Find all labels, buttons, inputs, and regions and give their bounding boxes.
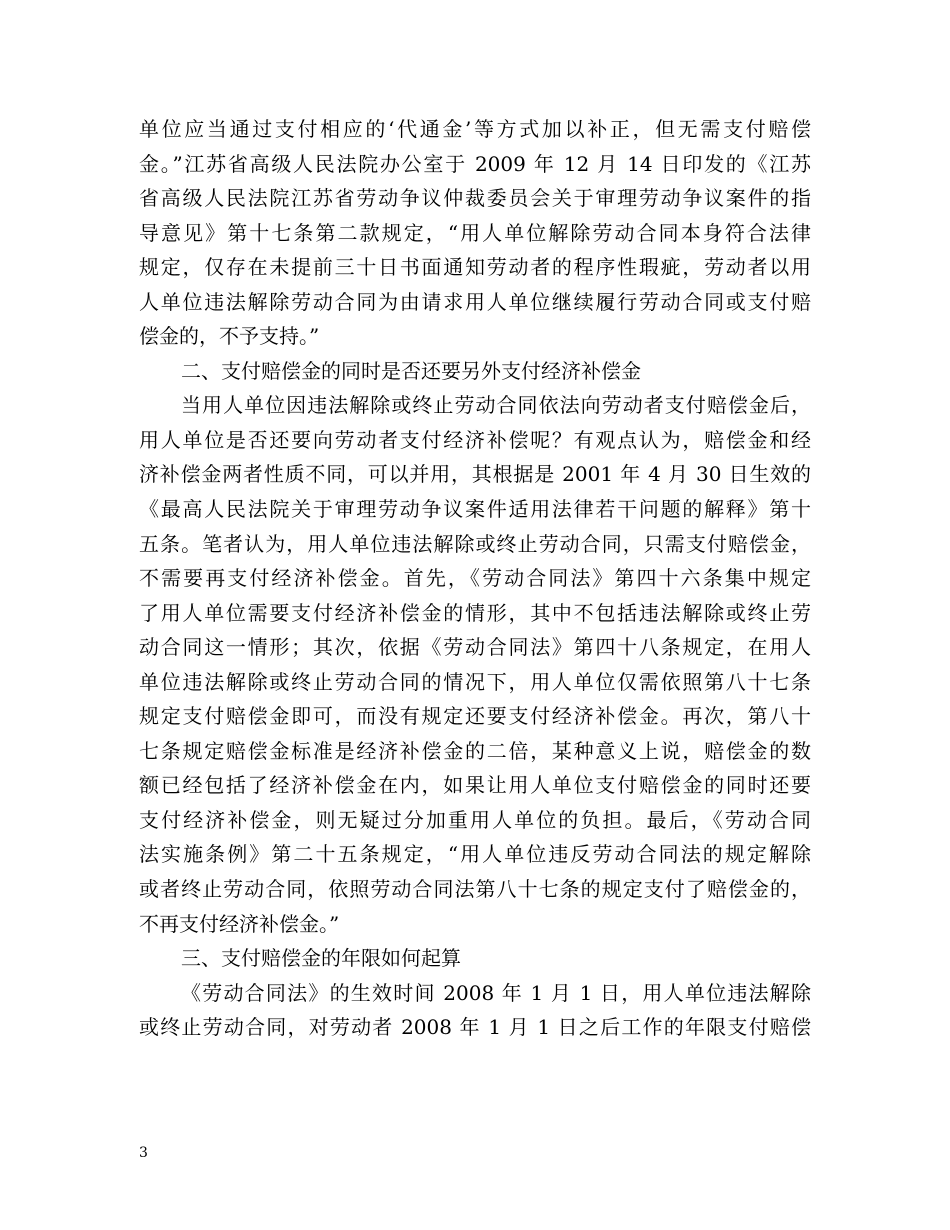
text-line: 了用人单位需要支付经济补偿金的情形，其中不包括违法解除或终止劳 [139,600,811,625]
text-line: 用人单位是否还要向劳动者支付经济补偿呢？有观点认为，赔偿金和经 [139,427,811,452]
document-body [139,112,811,1045]
text-line: 规定，仅存在未提前三十日书面通知劳动者的程序性瑕疵，劳动者以用 [139,255,811,280]
text-line: 人单位违法解除劳动合同为由请求用人单位继续履行劳动合同或支付赔 [139,289,811,314]
text-line: 支付经济补偿金，则无疑过分加重用人单位的负担。最后，《劳动合同 [139,807,811,832]
text-line: 七条规定赔偿金标准是经济补偿金的二倍，某种意义上说，赔偿金的数 [139,738,811,763]
text-line: 金。”江苏省高级人民法院办公室于 2009 年 12 月 14 日印发的《江苏 [139,151,811,176]
text-line: 济补偿金两者性质不同，可以并用，其根据是 2001 年 4 月 30 日生效的 [139,462,811,487]
page-number: 3 [139,1145,148,1161]
text-line: 省高级人民法院江苏省劳动争议仲裁委员会关于审理劳动争议案件的指 [139,186,811,211]
text-line: 五条。笔者认为，用人单位违法解除或终止劳动合同，只需支付赔偿金， [139,531,811,556]
text-line: 额已经包括了经济补偿金在内，如果让用人单位支付赔偿金的同时还要 [139,773,811,798]
text-line: 三、支付赔偿金的年限如何起算 [181,946,461,971]
text-line: 《劳动合同法》的生效时间 2008 年 1 月 1 日，用人单位违法解除 [181,980,811,1005]
text-line: 不再支付经济补偿金。” [139,911,340,936]
text-line: 法实施条例》第二十五条规定，“用人单位违反劳动合同法的规定解除 [139,842,811,867]
text-line: 偿金的，不予支持。” [139,324,320,349]
text-line: 不需要再支付经济补偿金。首先，《劳动合同法》第四十六条集中规定 [139,566,811,591]
text-line: 动合同这一情形；其次，依据《劳动合同法》第四十八条规定，在用人 [139,635,811,660]
text-line: 当用人单位因违法解除或终止劳动合同依法向劳动者支付赔偿金后， [181,393,811,418]
text-line: 二、支付赔偿金的同时是否还要另外支付经济补偿金 [181,358,641,383]
text-line: 单位违法解除或终止劳动合同的情况下，用人单位仅需依照第八十七条 [139,669,811,694]
text-line: 或者终止劳动合同，依照劳动合同法第八十七条的规定支付了赔偿金的， [139,877,811,902]
text-line: 《最高人民法院关于审理劳动争议案件适用法律若干问题的解释》第十 [139,497,811,522]
text-line: 单位应当通过支付相应的‘代通金’等方式加以补正，但无需支付赔偿 [139,117,811,141]
text-line: 导意见》第十七条第二款规定，“用人单位解除劳动合同本身符合法律 [139,220,811,245]
text-line: 或终止劳动合同，对劳动者 2008 年 1 月 1 日之后工作的年限支付赔偿 [139,1015,811,1040]
text-line: 规定支付赔偿金即可，而没有规定还要支付经济补偿金。再次，第八十 [139,704,811,729]
